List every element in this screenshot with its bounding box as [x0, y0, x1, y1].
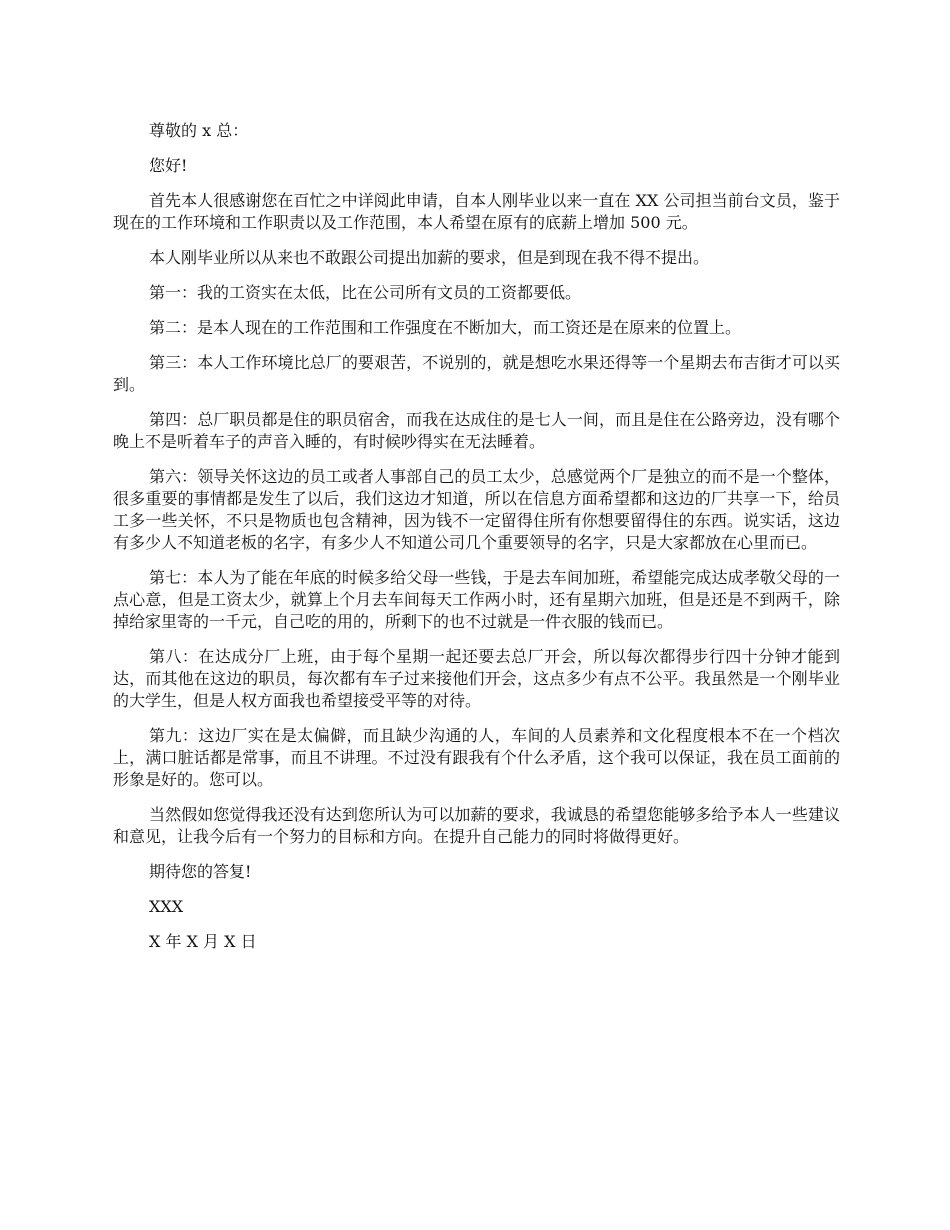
signature: XXX — [149, 897, 184, 916]
greeting: 您好! — [149, 156, 188, 175]
closing: 期待您的答复! — [149, 862, 252, 881]
paragraph-point-3: 第三：本人工作环境比总厂的要艰苦，不说别的，就是想吃水果还得等一个星期去布吉街才可以买到。 — [113, 353, 840, 394]
date: X 年 X 月 X 日 — [149, 932, 257, 951]
paragraph-intro: 首先本人很感谢您在百忙之中详阅此申请，自本人刚毕业以来一直在 XX 公司担当前台文员，鉴于现在的工作环境和工作职责以及工作范围，本人希望在原有的底薪上增加 500 元。 — [113, 191, 840, 232]
paragraph-point-9: 第九：这边厂实在是太偏僻，而且缺少沟通的人，车间的人员素养和文化程度根本不在一个档次上，满口脏话都是常事，而且不讲理。不过没有跟我有个什么矛盾，这个我可以保证，我在员工面前的形象是好的。您可以。 — [113, 726, 840, 789]
paragraph-point-2: 第二：是本人现在的工作范围和工作强度在不断加大，而工资还是在原来的位置上。 — [149, 318, 742, 337]
letter-body — [113, 120, 840, 966]
paragraph-preface: 本人刚毕业所以从来也不敢跟公司提出加薪的要求，但是到现在我不得不提出。 — [149, 248, 710, 267]
paragraph-point-8: 第八：在达成分厂上班，由于每个星期一起还要去总厂开会，所以每次都得步行四十分钟才能到达，而其他在这边的职员，每次都有车子过来接他们开会，这点多少有点不公平。我虽然是一个刚毕业的大学生，但是人权方面我也希望接受平等的对待。 — [113, 647, 840, 710]
paragraph-point-7: 第七：本人为了能在年底的时候多给父母一些钱，于是去车间加班，希望能完成达成孝敬父母的一点心意，但是工资太少，就算上个月去车间每天工作两小时，还有星期六加班，但是还是不到两千，除掉给家里寄的一千元，自己吃的用的，所剩下的也不过就是一件衣服的钱而已。 — [113, 568, 840, 631]
paragraph-point-4: 第四：总厂职员都是住的职员宿舍，而我在达成住的是七人一间，而且是住在公路旁边，没有哪个晚上不是听着车子的声音入睡的，有时候吵得实在无法睡着。 — [113, 410, 840, 451]
paragraph-point-1: 第一：我的工资实在太低，比在公司所有文员的工资都要低。 — [149, 283, 582, 302]
salutation: 尊敬的 x 总： — [149, 121, 249, 140]
paragraph-conclusion: 当然假如您觉得我还没有达到您所认为可以加薪的要求，我诚恳的希望您能够多给予本人一些建议和意见，让我今后有一个努力的目标和方向。在提升自己能力的同时将做得更好。 — [113, 805, 840, 846]
paragraph-point-6: 第六：领导关怀这边的员工或者人事部自己的员工太少，总感觉两个厂是独立的而不是一个整体，很多重要的事情都是发生了以后，我们这边才知道，所以在信息方面希望都和这边的厂共享一下，给员工多一些关怀，不只是物质也包含精神，因为钱不一定留得住所有你想要留得住的东西。说实话，这边有多少人不知道老板的名字，有多少人不知道公司几个重要领导的名字，只是大家都放在心里而已。 — [113, 467, 840, 552]
